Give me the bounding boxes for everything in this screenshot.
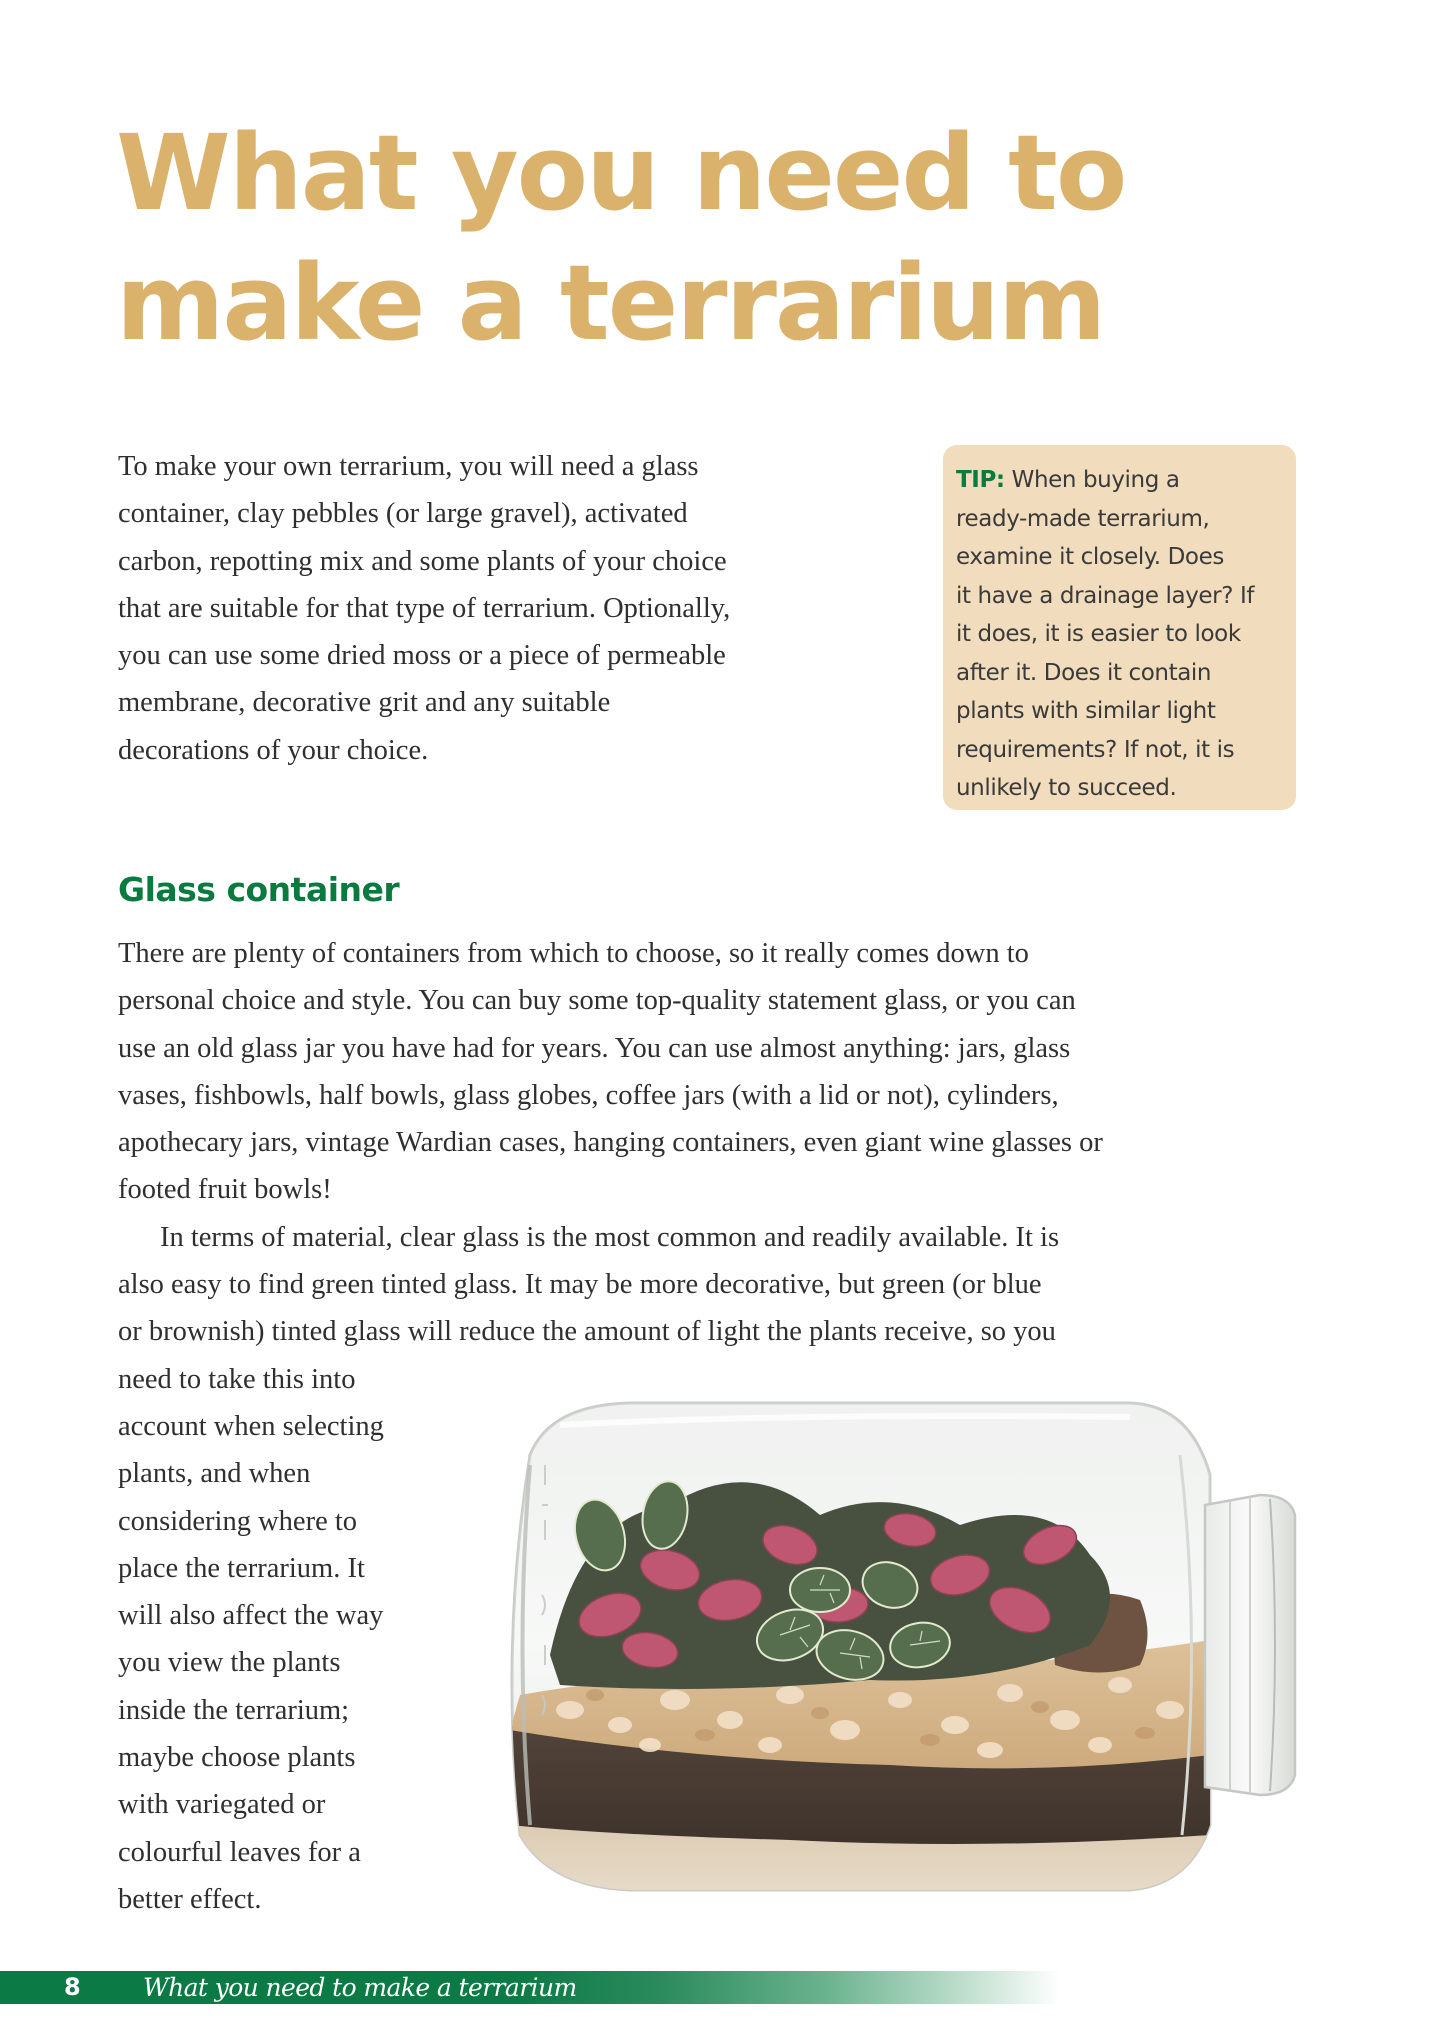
body-line: with variegated or (118, 1789, 326, 1821)
page-title (116, 108, 1125, 368)
intro-line: that are suitable for that type of terrarium. Optionally, (118, 592, 731, 624)
intro-paragraph (118, 443, 888, 774)
tip-line: requirements? If not, it is (956, 736, 1235, 763)
body-line: better effect. (118, 1883, 262, 1915)
body-line: considering where to (118, 1505, 358, 1537)
tip-line: ready-made terrarium, (956, 505, 1210, 532)
body-line: personal choice and style. You can buy some top-quality statement glass, or you can (118, 985, 1076, 1017)
body-line: you view the plants (118, 1647, 341, 1679)
terrarium-jar-icon (490, 1395, 1310, 1905)
intro-line: you can use some dried moss or a piece of permeable (118, 640, 726, 672)
body-line: need to take this into (118, 1363, 356, 1395)
body-line: There are plenty of containers from which to choose, so it really comes down to (118, 938, 1029, 969)
body-line: or brownish) tinted glass will reduce the amount of light the plants receive, so you (118, 1316, 1056, 1348)
tip-line: after it. Does it contain (956, 659, 1212, 686)
intro-line: membrane, decorative grit and any suitable (118, 687, 611, 719)
body-line: colourful leaves for a (118, 1836, 361, 1868)
page-number: 8 (64, 1973, 81, 2001)
intro-line: decorations of your choice. (118, 734, 429, 766)
body-line: also easy to find green tinted glass. It may be more decorative, but green (or blue (118, 1269, 1042, 1301)
intro-line: carbon, repotting mix and some plants of your choice (118, 545, 727, 577)
body-line: maybe choose plants (118, 1742, 356, 1774)
section-heading-glass-container: Glass container (118, 870, 400, 909)
body-line: vases, fishbowls, half bowls, glass globes, coffee jars (with a lid or not), cylinders, (118, 1079, 1059, 1111)
tip-box (943, 445, 1296, 810)
tip-line: it have a drainage layer? If (956, 582, 1255, 609)
body-line: In terms of material, clear glass is the most common and readily available. It is (160, 1221, 1060, 1253)
page-title-line-2: make a terrarium (116, 242, 1105, 364)
footer-running-title: What you need to make a terrarium (143, 1973, 577, 2002)
tip-line: examine it closely. Does (956, 544, 1224, 570)
tip-label: TIP: (956, 467, 1005, 493)
body-line: use an old glass jar you have had for years. You can use almost anything: jars, glass (118, 1032, 1071, 1064)
body-line: plants, and when (118, 1458, 311, 1490)
body-line: account when selecting (118, 1410, 384, 1442)
body-line: inside the terrarium; (118, 1694, 350, 1726)
tip-first-line (956, 461, 1284, 500)
page-title-line-1: What you need to (116, 112, 1126, 234)
footer-bar (0, 1971, 1060, 2004)
tip-line: unlikely to succeed. (956, 775, 1177, 801)
tip-first-line-text: When buying a (1004, 467, 1180, 493)
body-line: footed fruit bowls! (118, 1174, 332, 1206)
body-line: apothecary jars, vintage Wardian cases, hanging containers, even giant wine glasses or (118, 1127, 1103, 1159)
intro-line: To make your own terrarium, you will need a glass (118, 451, 699, 482)
body-line: will also affect the way (118, 1600, 384, 1632)
tip-line: it does, it is easier to look (956, 621, 1241, 647)
terrarium-jar-photo (490, 1395, 1310, 1905)
tip-line: plants with similar light (956, 698, 1216, 724)
intro-line: container, clay pebbles (or large gravel), activated (118, 498, 688, 530)
body-line: place the terrarium. It (118, 1552, 365, 1584)
